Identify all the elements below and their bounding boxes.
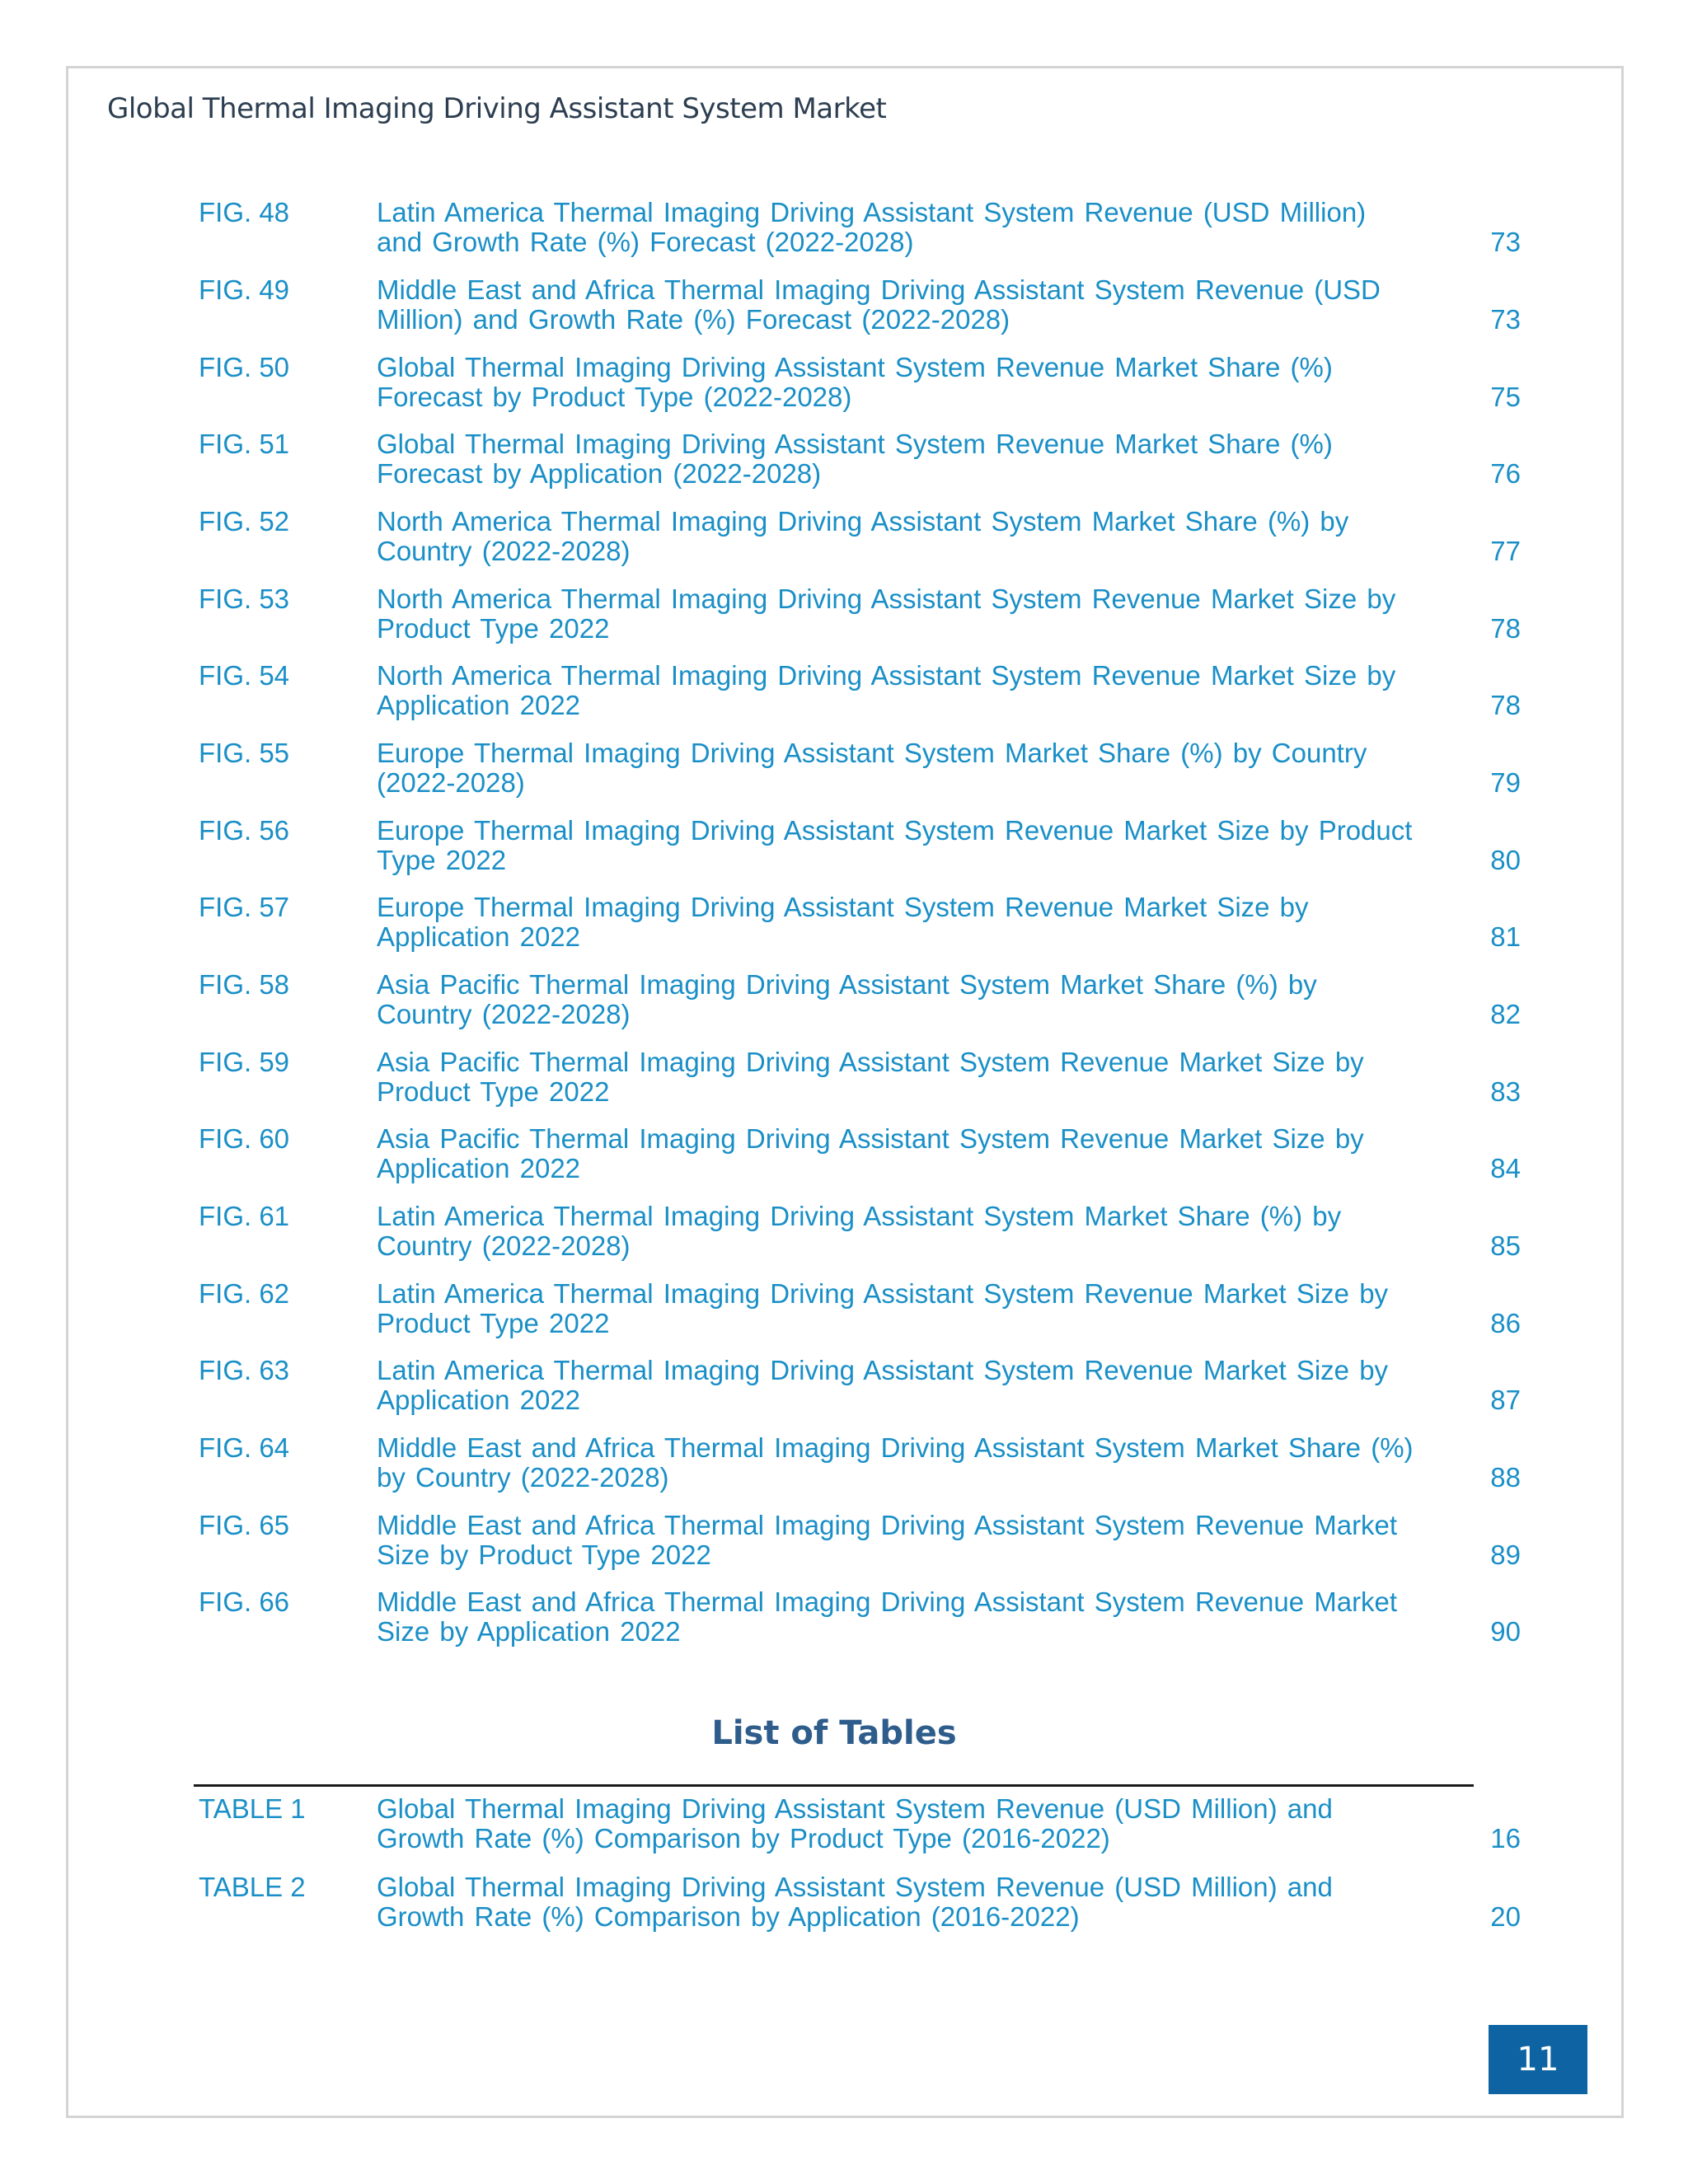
figure-label: FIG. 55 — [199, 738, 290, 768]
figure-page-number: 80 — [1490, 845, 1521, 875]
table-entry[interactable] — [0, 1872, 1688, 1938]
figure-label: FIG. 49 — [199, 274, 290, 305]
figure-label: FIG. 53 — [199, 583, 290, 614]
figure-title: North America Thermal Imaging Driving Assistant System Revenue Market Size by Product Type 2022 — [377, 583, 1396, 644]
figure-entry[interactable] — [0, 1433, 1688, 1499]
figure-page-number: 81 — [1490, 921, 1521, 952]
figure-entry[interactable] — [0, 1202, 1688, 1268]
figure-page-number: 89 — [1490, 1540, 1521, 1570]
figure-label: FIG. 48 — [199, 197, 290, 227]
figure-title: North America Thermal Imaging Driving Assistant System Revenue Market Size by Application 2022 — [377, 660, 1396, 720]
table-label: TABLE 2 — [199, 1872, 306, 1902]
figure-entry[interactable] — [0, 429, 1688, 495]
figure-title: Latin America Thermal Imaging Driving Assistant System Revenue (USD Million) and Growth Rate (%) Forecast (2022-2028) — [377, 197, 1367, 257]
figure-title: Global Thermal Imaging Driving Assistant System Revenue Market Share (%) Forecast by Product Type (2022-2028) — [377, 352, 1333, 412]
figure-title: Middle East and Africa Thermal Imaging Driving Assistant System Revenue Market Size by Application 2022 — [377, 1586, 1398, 1647]
running-header: Global Thermal Imaging Driving Assistant System Market — [107, 92, 887, 125]
figure-page-number: 84 — [1490, 1153, 1521, 1183]
figure-entry[interactable] — [0, 816, 1688, 882]
figure-label: FIG. 62 — [199, 1278, 290, 1309]
figure-entry[interactable] — [0, 507, 1688, 573]
figure-title: Asia Pacific Thermal Imaging Driving Assistant System Market Share (%) by Country (2022-2028) — [377, 969, 1317, 1029]
table-label: TABLE 1 — [199, 1793, 306, 1824]
figure-title: Asia Pacific Thermal Imaging Driving Assistant System Revenue Market Size by Application 2022 — [377, 1123, 1364, 1183]
figure-title: Middle East and Africa Thermal Imaging Driving Assistant System Revenue Market Size by Product Type 2022 — [377, 1510, 1398, 1570]
figure-page-number: 77 — [1490, 536, 1521, 566]
figure-page-number: 82 — [1490, 999, 1521, 1029]
figure-entry[interactable] — [0, 1587, 1688, 1653]
figure-label: FIG. 65 — [199, 1510, 290, 1540]
figure-title: Europe Thermal Imaging Driving Assistant System Revenue Market Size by Application 2022 — [377, 892, 1309, 952]
figure-label: FIG. 50 — [199, 352, 290, 382]
figure-entry[interactable] — [0, 893, 1688, 958]
figure-label: FIG. 66 — [199, 1586, 290, 1617]
list-of-tables-heading: List of Tables — [711, 1714, 957, 1752]
figure-page-number: 86 — [1490, 1308, 1521, 1338]
figure-label: FIG. 52 — [199, 506, 290, 537]
figure-title: Middle East and Africa Thermal Imaging Driving Assistant System Revenue (USD Million) and Growth Rate (%) Forecast (2022-2028) — [377, 274, 1381, 335]
table-entry[interactable] — [0, 1794, 1688, 1860]
figure-page-number: 83 — [1490, 1076, 1521, 1107]
figure-title: Middle East and Africa Thermal Imaging Driving Assistant System Market Share (%) by Country (2022-2028) — [377, 1432, 1414, 1493]
figure-title: Europe Thermal Imaging Driving Assistant System Revenue Market Size by Product Type 2022 — [377, 815, 1413, 875]
figure-page-number: 88 — [1490, 1462, 1521, 1493]
figure-page-number: 85 — [1490, 1230, 1521, 1261]
table-title: Global Thermal Imaging Driving Assistant System Revenue (USD Million) and Growth Rate (%) Comparison by Application (2016-2022) — [377, 1872, 1333, 1932]
figure-entry[interactable] — [0, 1279, 1688, 1345]
table-page-number: 20 — [1490, 1901, 1521, 1932]
figure-entry[interactable] — [0, 1356, 1688, 1422]
figure-label: FIG. 60 — [199, 1123, 290, 1154]
figure-page-number: 79 — [1490, 767, 1521, 798]
figure-page-number: 90 — [1490, 1616, 1521, 1647]
figure-entry[interactable] — [0, 1124, 1688, 1190]
figure-label: FIG. 59 — [199, 1047, 290, 1077]
figure-page-number: 73 — [1490, 227, 1521, 257]
figure-entry[interactable] — [0, 584, 1688, 650]
page-number-badge: 11 — [1489, 2025, 1587, 2094]
figure-title: Asia Pacific Thermal Imaging Driving Assistant System Revenue Market Size by Product Type 2022 — [377, 1047, 1364, 1107]
figure-entry[interactable] — [0, 661, 1688, 727]
figure-page-number: 75 — [1490, 382, 1521, 412]
figure-title: Global Thermal Imaging Driving Assistant System Revenue Market Share (%) Forecast by Application (2022-2028) — [377, 429, 1333, 489]
figure-title: Latin America Thermal Imaging Driving Assistant System Revenue Market Size by Application 2022 — [377, 1355, 1389, 1415]
figure-page-number: 87 — [1490, 1385, 1521, 1415]
figure-entry[interactable] — [0, 198, 1688, 264]
figure-entry[interactable] — [0, 275, 1688, 341]
figure-page-number: 78 — [1490, 690, 1521, 720]
section-divider — [194, 1784, 1474, 1787]
figure-title: Europe Thermal Imaging Driving Assistant System Market Share (%) by Country (2022-2028) — [377, 738, 1367, 798]
table-page-number: 16 — [1490, 1823, 1521, 1854]
figure-label: FIG. 58 — [199, 969, 290, 1000]
figure-page-number: 73 — [1490, 304, 1521, 335]
figure-label: FIG. 54 — [199, 660, 290, 691]
figure-entry[interactable] — [0, 353, 1688, 419]
figure-label: FIG. 56 — [199, 815, 290, 846]
figure-label: FIG. 63 — [199, 1355, 290, 1385]
figure-label: FIG. 57 — [199, 892, 290, 922]
figure-label: FIG. 51 — [199, 429, 290, 459]
figure-entry[interactable] — [0, 1047, 1688, 1113]
figure-entry[interactable] — [0, 738, 1688, 804]
figure-title: North America Thermal Imaging Driving Assistant System Market Share (%) by Country (2022-2028) — [377, 506, 1349, 566]
figure-entry[interactable] — [0, 1511, 1688, 1577]
figure-title: Latin America Thermal Imaging Driving Assistant System Revenue Market Size by Product Type 2022 — [377, 1278, 1389, 1338]
figure-title: Latin America Thermal Imaging Driving Assistant System Market Share (%) by Country (2022-2028) — [377, 1201, 1342, 1261]
figure-label: FIG. 64 — [199, 1432, 290, 1463]
table-title: Global Thermal Imaging Driving Assistant System Revenue (USD Million) and Growth Rate (%) Comparison by Product Type (2016-2022) — [377, 1793, 1333, 1854]
figure-page-number: 78 — [1490, 613, 1521, 644]
figure-entry[interactable] — [0, 970, 1688, 1036]
figure-label: FIG. 61 — [199, 1201, 290, 1231]
figure-page-number: 76 — [1490, 458, 1521, 489]
